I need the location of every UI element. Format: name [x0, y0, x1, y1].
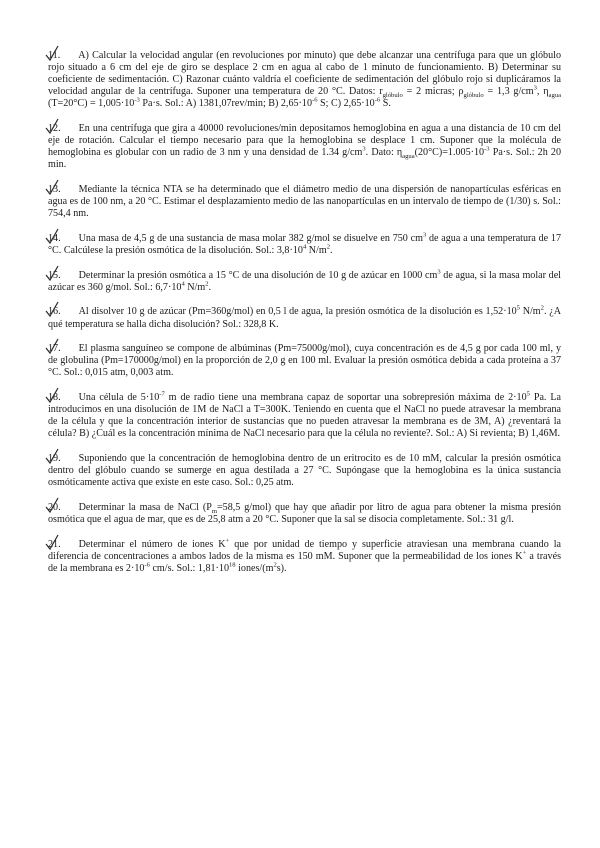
problem-number: 18.: [48, 392, 63, 404]
problem-11: 11. A) Calcular la velocidad angular (en revoluciones por minuto) que debe alcanzar una centrífuga para que un glóbulo rojo situado a 6 cm del eje de giro se desplace 2 cm en agua al cabo de 1 minuto de funcionamiento. B) Determinar su coeficiente de sedimentación. C) Razonar cuánto valdría el coeficiente de sedimentación del glóbulo rojo si duplicáramos la velocidad angular de la centrífuga. Suponer una temperatura de 20 °C. Datos: $r_{glóbulo} = 2$ micras; $\rho_{glóbulo} = 1,3$ $g/cm^3$, $\eta_{agua}$ $(T=20^\circ C) = 1,005\cdot 10^{-3}$ Pa·s. Sol.: A) 1381,07rev/min; B) $2,65\cdot 10^{-6}$ S; C) $2,65\cdot 10^{-6}$ S.: [48, 50, 561, 110]
problem-number: 12.: [48, 123, 63, 135]
problem-15: 15. Determinar la presión osmótica a 15 °C de una disolución de 10 g de azúcar en 1000 $cm^3$ de agua, si la masa molar del azúcar es 360 g/mol. Sol.: $6,7\cdot 10^4$ $N/m^2$.: [48, 270, 561, 294]
problem-number: 15.: [48, 270, 63, 282]
problem-18: 18. Una célula de $5\cdot 10^{-7}$ m de radio tiene una membrana capaz de soportar una sobrepresión máxima de $2\cdot 10^5$ Pa. La introducimos en una disolución de 1M de NaCl a T=300K. Teniendo en cuenta que el NaCl no puede atravesar la membrana de la célula y que la concentración interior de sustancias que no pueden atravesar la membrana es de 3M, A) ¿reventará la célula? B) ¿Cuál es la concentración mínima de NaCl necesario para que la célula no reviente?. Sol.: A) Si revienta; B) 1,46M.: [48, 392, 561, 440]
problem-number: 20.: [48, 502, 63, 514]
problem-number: 21.: [48, 539, 63, 551]
problem-number: 14.: [48, 233, 63, 245]
problem-number: 19.: [48, 453, 63, 465]
problem-number: 16.: [48, 306, 63, 318]
problem-13: 13. Mediante la técnica NTA se ha determinado que el diámetro medio de una dispersión de nanopartículas esféricas en agua es de 100 nm, a 20 °C. Estimar el desplazamiento medio de las nanopartículas en un intervalo de tiempo de (1/30) s. Sol.: 754,4 nm.: [48, 184, 561, 220]
problem-20: 20. Determinar la masa de NaCl ($P_m=58,5$ g/mol) que hay que añadir por litro de agua para obtener la misma presión osmótica que el agua de mar, que es de 25,8 atm a 20 °C. Suponer que la sal se disocia completamente. Sol.: 31 g/l.: [48, 502, 561, 526]
problem-14: 14. Una masa de 4,5 g de una sustancia de masa molar 382 g/mol se disuelve en 750 $cm^3$ de agua a una temperatura de 17 °C. Calcúlese la presión osmótica de la disolución. Sol.: $3,8\cdot 10^4$ $N/m^2$.: [48, 233, 561, 257]
problem-21: 21. Determinar el número de iones K+ que por unidad de tiempo y superficie atraviesan una membrana cuando la diferencia de concentraciones a ambos lados de la misma es 150 mM. Suponer que la permeabilidad de los iones K+ a través de la membrana es $2\cdot 10^{-6}$ cm/s. Sol.: $1,81\cdot 10^{18}$ iones/$(m^2s)$.: [48, 539, 561, 575]
problem-number: 11.: [48, 50, 62, 62]
problem-number: 17.: [48, 343, 63, 355]
problem-17: 17. El plasma sanguíneo se compone de albúminas (Pm=75000g/mol), cuya concentración es de 4,5 g por cada 100 ml, y de globulina (Pm=170000g/mol) en la proporción de 2,0 g en 100 ml. Evaluar la presión osmótica debida a cada proteína a 37 °C. Sol.: 0,015 atm, 0,003 atm.: [48, 343, 561, 379]
problem-16: 16. Al disolver 10 g de azúcar (Pm=360g/mol) en 0,5 l de agua, la presión osmótica de la disolución es $1,52\cdot 10^5$ $N/m^2$. ¿A qué temperatura se halla dicha disolución? Sol.: 328,8 K.: [48, 306, 561, 330]
problem-number: 13.: [48, 184, 63, 196]
problem-19: 19. Suponiendo que la concentración de hemoglobina dentro de un eritrocito es de 10 mM, calcular la presión osmótica dentro del glóbulo cuando se sumerge en agua destilada a 27 °C. Supóngase que la hemoglobina es la única sustancia osmóticamente activa que existe en este caso. Sol.: 0,25 atm.: [48, 453, 561, 489]
problem-12: 12. En una centrífuga que gira a 40000 revoluciones/min depositamos hemoglobina en agua a una distancia de 10 cm del eje de rotación. Calcular el tiempo necesario para que la hemoglobina se desplace 1 cm. Suponer que la molécula de hemoglobina es globular con un radio de 3 nm y una densidad de 1.34 $g/cm^3$. Dato: $\eta_{agua}(20^\circ C)=1.005\cdot 10^{-3}$ Pa·s. Sol.: 2h 20 min.: [48, 123, 561, 171]
problem-list: [48, 50, 561, 588]
